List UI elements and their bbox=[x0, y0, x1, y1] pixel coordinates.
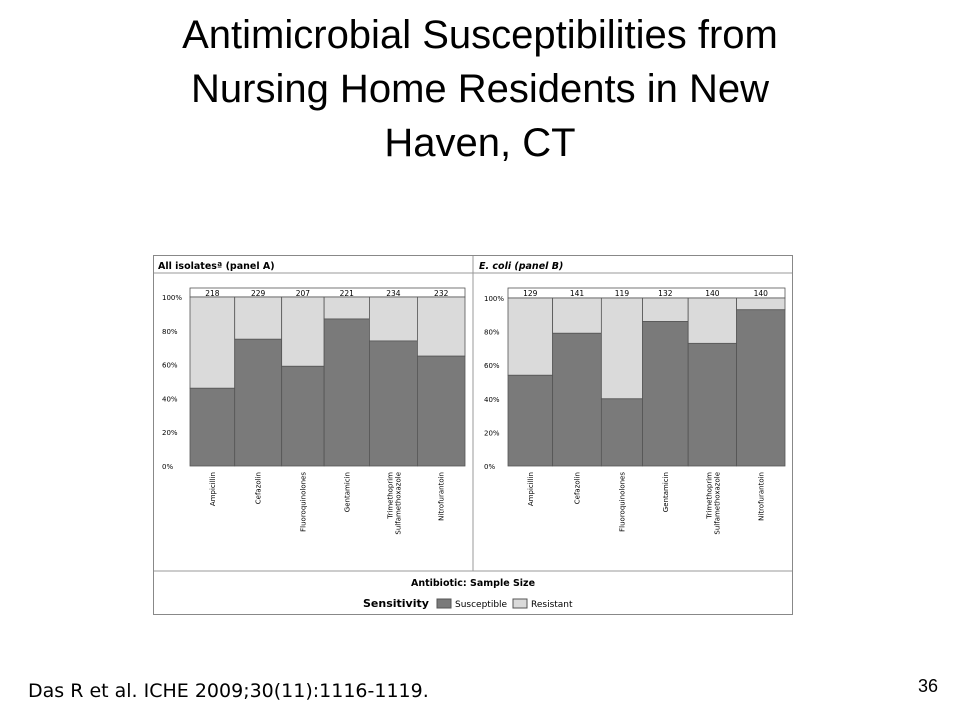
panel-b-sample-size-label: 140 bbox=[705, 289, 720, 298]
legend-sensitivity-label: Sensitivity bbox=[363, 597, 429, 610]
panel-a-sample-size-label: 221 bbox=[339, 289, 354, 298]
panel-b-bar-susceptible bbox=[688, 343, 736, 466]
panel-a-category-label-line: Nitrofurantoin bbox=[437, 472, 446, 521]
panel-a-sample-size-label: 234 bbox=[386, 289, 401, 298]
panel-a-ytick-label: 60% bbox=[162, 361, 178, 370]
panel-a-ytick-label: 20% bbox=[162, 429, 178, 438]
panel-a-sample-size-label: 207 bbox=[295, 289, 311, 298]
legend-title: Antibiotic: Sample Size bbox=[410, 578, 536, 589]
panel-a-category-label-line: Trimethoprim bbox=[386, 472, 395, 519]
panel-b-category-label-line: Gentamicin bbox=[661, 472, 670, 513]
panel-b-ytick-label: 60% bbox=[484, 362, 500, 371]
panel-b-sample-size-label: 141 bbox=[569, 289, 585, 298]
panel-a-sample-size-strip bbox=[190, 288, 465, 297]
panel-b-ytick-label: 20% bbox=[484, 429, 500, 438]
panel-b-category-label bbox=[757, 472, 765, 521]
panel-b-bar-resistant bbox=[737, 298, 785, 310]
panel-b-category-label bbox=[662, 472, 670, 512]
title-line-2: Nursing Home Residents in New bbox=[190, 67, 769, 111]
panel-b-category-label-line: Fluoroquinolones bbox=[618, 472, 627, 532]
panel-b-title: E. coli (panel B) bbox=[479, 261, 564, 272]
panel-b-bar-susceptible bbox=[508, 375, 553, 466]
panel-b-ytick-label: 40% bbox=[484, 395, 500, 404]
panel-b-category-label-line: Nitrofurantoin bbox=[757, 472, 766, 521]
panel-a-category-label-line: Ampicillin bbox=[208, 472, 217, 507]
panel-a-bar-resistant bbox=[282, 297, 324, 366]
panel-a-ytick-label: 40% bbox=[162, 395, 178, 404]
panel-a-category-label bbox=[343, 472, 351, 512]
panel-b-ytick-label: 100% bbox=[484, 295, 505, 303]
panel-a-bar-resistant bbox=[324, 297, 369, 319]
panel-a-bar-susceptible bbox=[235, 339, 282, 466]
panel-a-bar-resistant bbox=[235, 297, 282, 339]
panel-b-category-label bbox=[527, 472, 535, 506]
panel-a-category-label bbox=[438, 472, 446, 521]
citation: Das R et al. ICHE 2009;30(11):1116-1119. bbox=[28, 680, 429, 702]
panel-a-ytick-label: 100% bbox=[162, 294, 183, 302]
panel-a-bar-susceptible bbox=[417, 356, 465, 466]
panel-b-bar-susceptible bbox=[643, 322, 689, 466]
panel-a-bar-susceptible bbox=[282, 366, 324, 466]
title-line-1: Antimicrobial Susceptibilities from bbox=[182, 13, 778, 57]
panel-a-category-label-line: Cefazolin bbox=[254, 472, 263, 505]
panel-a-ytick-label: 0% bbox=[162, 463, 174, 471]
panel-b-category-label-line: Sulfamethoxazole bbox=[713, 472, 722, 535]
panel-a-category-label-line: Gentamicin bbox=[343, 472, 352, 513]
panel-a-sample-size-label: 232 bbox=[434, 289, 449, 298]
panel-b-sample-size-label: 132 bbox=[658, 289, 673, 298]
legend-susceptible-swatch bbox=[437, 599, 451, 608]
panel-a-title: All isolatesª (panel A) bbox=[158, 261, 275, 272]
panel-a-category-label-line: Fluoroquinolones bbox=[299, 472, 308, 532]
slide-title bbox=[40, 8, 920, 170]
panel-a-sample-size-label: 229 bbox=[251, 289, 266, 298]
panel-a-category-label bbox=[255, 472, 263, 504]
title-line-3: Haven, CT bbox=[384, 121, 576, 165]
legend-resistant-swatch bbox=[513, 599, 527, 608]
panel-a-bar-susceptible bbox=[324, 319, 369, 466]
legend-susceptible-label: Susceptible bbox=[455, 600, 508, 610]
panel-b-category-label-line: Cefazolin bbox=[573, 472, 582, 505]
panel-b-category-label-line: Ampicillin bbox=[526, 472, 535, 507]
panel-b-category-label-line: Trimethoprim bbox=[705, 472, 714, 519]
panel-b-ytick-label: 80% bbox=[484, 328, 500, 337]
panel-b-bar-resistant bbox=[601, 298, 642, 399]
panel-b-bar-resistant bbox=[688, 298, 736, 343]
panel-b-bar-resistant bbox=[643, 298, 689, 322]
panel-b-ytick-label: 0% bbox=[484, 463, 496, 471]
figure-canvas bbox=[153, 255, 793, 615]
panel-b-bar-susceptible bbox=[553, 333, 602, 466]
mosaic-figure bbox=[153, 255, 793, 615]
panel-b-bar-susceptible bbox=[601, 399, 642, 466]
panel-a-sample-size-label: 218 bbox=[205, 289, 220, 298]
panel-b-sample-size-label: 119 bbox=[614, 289, 630, 298]
panel-b-sample-size-label: 140 bbox=[753, 289, 768, 298]
panel-a-bar-resistant bbox=[369, 297, 417, 341]
panel-a-bar-susceptible bbox=[369, 341, 417, 466]
panel-b-sample-size-label: 129 bbox=[523, 289, 538, 298]
panel-b-category-label bbox=[573, 472, 581, 504]
legend-resistant-label: Resistant bbox=[531, 600, 573, 610]
page-number: 36 bbox=[918, 676, 939, 696]
panel-b-bar-susceptible bbox=[737, 310, 785, 466]
panel-a-category-label bbox=[299, 472, 307, 532]
panel-b-bar-resistant bbox=[508, 298, 553, 375]
panel-a-category-label bbox=[209, 472, 217, 506]
panel-a-ytick-label: 80% bbox=[162, 327, 178, 336]
panel-a-bar-susceptible bbox=[190, 388, 235, 466]
panel-b-bar-resistant bbox=[553, 298, 602, 333]
panel-b-category-label bbox=[618, 472, 626, 532]
panel-a-category-label-line: Sulfamethoxazole bbox=[394, 472, 403, 535]
panel-a-bar-resistant bbox=[417, 297, 465, 356]
panel-a-bar-resistant bbox=[190, 297, 235, 388]
panel-b-sample-size-strip bbox=[508, 288, 785, 298]
